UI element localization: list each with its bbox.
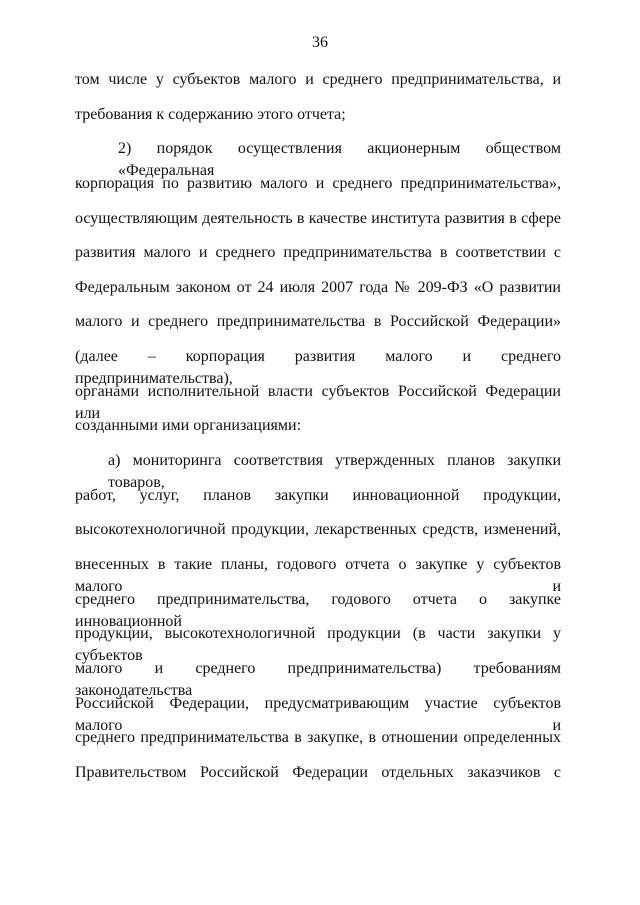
text-line: Правительством Российской Федерации отдельных заказчиков с bbox=[75, 763, 561, 781]
text-line: созданными ими организациями: bbox=[75, 417, 302, 435]
text-line: а) мониторинга соответствия утвержденных планов закупки товаров, bbox=[108, 452, 561, 492]
text-line: Российской Федерации, предусматривающим участие субъектов малого и bbox=[75, 694, 561, 734]
text-line: среднего предпринимательства в закупке, в отношении определенных bbox=[75, 729, 561, 747]
text-line: работ, услуг, планов закупки инновационной продукции, bbox=[75, 486, 561, 504]
text-line: высокотехнологичной продукции, лекарственных средств, изменений, bbox=[75, 521, 561, 539]
text-line: развития малого и среднего предпринимательства в соответствии с bbox=[75, 244, 561, 262]
text-line: среднего предпринимательства, годового отчета о закупке инновационной bbox=[75, 590, 561, 630]
text-line: 2) порядок осуществления акционерным обществом «Федеральная bbox=[118, 140, 561, 180]
text-line: Федеральным законом от 24 июля 2007 года № 209-ФЗ «О развитии bbox=[75, 278, 561, 296]
text-line: малого и среднего предпринимательства) требованиям законодательства bbox=[75, 659, 561, 699]
text-line: малого и среднего предпринимательства в Российской Федерации» bbox=[75, 313, 561, 331]
text-line: том числе у субъектов малого и среднего предпринимательства, и bbox=[75, 71, 561, 88]
text-line: внесенных в такие планы, годового отчета о закупке у субъектов малого и bbox=[75, 555, 561, 595]
text-line: корпорация по развитию малого и среднего предпринимательства», bbox=[75, 174, 561, 192]
text-line: органами исполнительной власти субъектов Российской Федерации или bbox=[75, 382, 561, 422]
text-line: продукции, высокотехнологичной продукции (в части закупки у субъектов bbox=[75, 625, 561, 665]
document-body bbox=[75, 69, 561, 796]
text-line: требования к содержанию этого отчета; bbox=[75, 105, 346, 123]
page-number: 36 bbox=[312, 34, 328, 51]
text-line: (далее – корпорация развития малого и среднего предпринимательства), bbox=[75, 348, 561, 388]
text-line: осуществляющим деятельность в качестве института развития в сфере bbox=[75, 209, 561, 227]
